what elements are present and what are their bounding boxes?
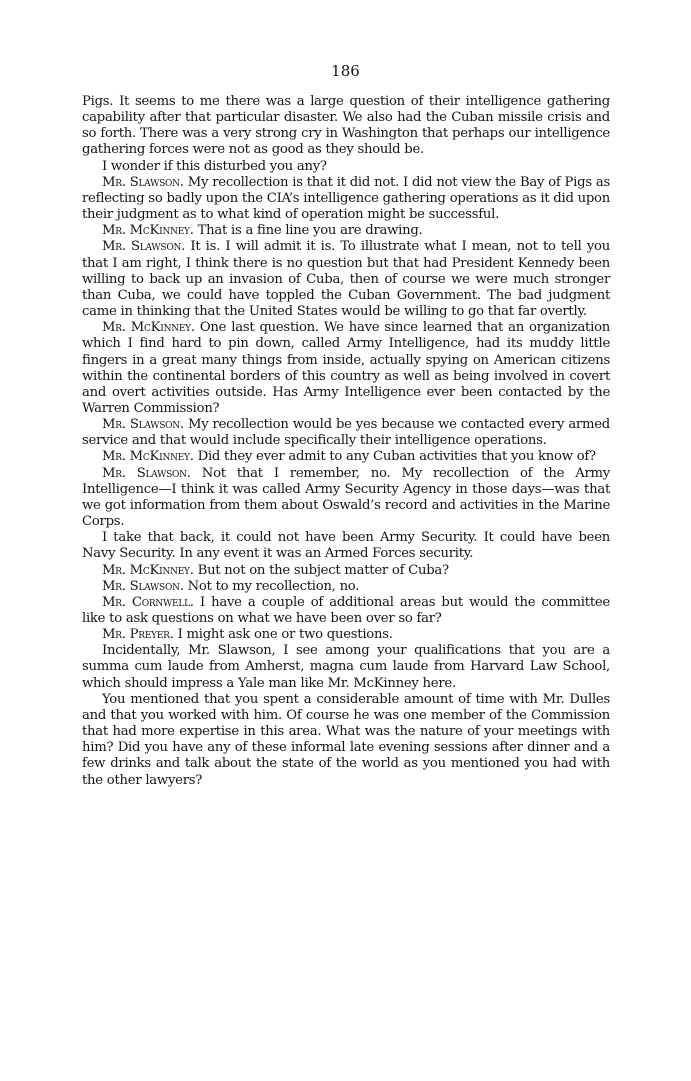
paragraph: [82, 563, 610, 579]
speaker: Mr. Slawson.: [102, 174, 184, 190]
paragraph: [82, 466, 610, 531]
paragraph: [82, 627, 610, 643]
speaker: Mr. McKinney.: [102, 320, 195, 336]
paragraph: [82, 692, 610, 789]
speaker: Mr. McKinney.: [102, 562, 194, 578]
paragraph-text: I have a couple of additional areas but would the committee like to ask questions on what we have been over so far?: [82, 594, 610, 626]
paragraph-text: That is a fine line you are drawing.: [197, 223, 423, 239]
paragraph-text: Not that I remember, no. My recollection of the Army Intelligence—I think it was called Army Security Agency in those days—was that we got information from them about Oswald’s record and activities in the Marine Corps.: [82, 465, 610, 530]
paragraph-text: Pigs. It seems to me there was a large question of their intelligence gathering capability after that particular disaster. We also had the Cuban missile crisis and so forth. There was a very strong cry in Washington that perhaps our intelligence gathering forces were not as good as they should be.: [82, 94, 610, 158]
paragraph: [82, 239, 610, 320]
paragraph: [82, 223, 610, 239]
paragraph: [82, 449, 610, 465]
paragraph-text: Did they ever admit to any Cuban activities that you know of?: [197, 449, 596, 465]
speaker: Mr. Slawson.: [102, 578, 184, 594]
paragraph-text: You mentioned that you spent a considerable amount of time with Mr. Dulles and that you worked with him. Of course he was one member of the Commission that had more expertise in this area. What was the nature of your meetings with him? Did you have any of these informal late evening sessions after dinner and a few drinks and talk about the state of the world as you mentioned you had with the other lawyers?: [82, 691, 610, 788]
speaker: Mr. Slawson.: [102, 239, 186, 255]
speaker: Mr. Slawson.: [102, 417, 184, 433]
paragraph-text: I take that back, it could not have been Army Security. It could have been Navy Security. In any event it was an Armed Forces security.: [82, 530, 610, 562]
speaker: Mr. Preyer.: [102, 627, 174, 643]
paragraph-text: It is. I will admit it is. To illustrate what I mean, not to tell you that I am right, I think there is no question but that had President Kennedy been willing to back up an invasion of Cuba, then of course we were much stronger than Cuba, we could have toppled the Cuban Government. The bad judgment came in thinking that the United States would be willing to go that far overtly.: [82, 239, 610, 320]
speaker: Mr. McKinney.: [102, 223, 194, 239]
paragraph-text: Incidentally, Mr. Slawson, I see among your qualifications that you are a summa cum laude from Amherst, magna cum laude from Harvard Law School, which should impress a Yale man like Mr. McKinney here.: [82, 643, 610, 691]
paragraph: [82, 94, 610, 159]
paragraph: [82, 579, 610, 595]
paragraph-text: My recollection would be yes because we contacted every armed service and that would include specifically their intelligence operations.: [82, 417, 610, 449]
paragraph-text: But not on the subject matter of Cuba?: [197, 562, 449, 578]
speaker: Mr. Cornwell.: [102, 594, 194, 610]
page-number: 186: [331, 62, 360, 80]
paragraph: [82, 643, 610, 691]
paragraph: [82, 175, 610, 223]
paragraph: [82, 159, 610, 175]
paragraph: [82, 595, 610, 627]
paragraph-text: Not to my recollection, no.: [187, 578, 360, 594]
paragraph-text: One last question. We have since learned that an organization which I find hard to pin down, called Army Intelligence, had its muddy little fingers in a great many things from inside, actually spying on American citizens within the continental borders of this country as well as being involved in covert and overt activities outside. Has Army Intelligence ever been contacted by the Warren Commission?: [82, 320, 611, 416]
speaker: Mr. Slawson.: [102, 465, 191, 481]
paragraph-text: My recollection is that it did not. I did not view the Bay of Pigs as reflecting so badly upon the CIA’s intelligence gathering operations as it did upon their judgment as to what kind of operation might be successful.: [82, 174, 610, 223]
paragraph-text: I might ask one or two questions.: [177, 627, 393, 643]
paragraph: [82, 417, 610, 449]
paragraph: [82, 320, 610, 417]
transcript-body: [82, 94, 610, 789]
paragraph-text: I wonder if this disturbed you any?: [102, 158, 327, 174]
speaker: Mr. McKinney.: [102, 449, 194, 465]
paragraph: [82, 530, 610, 562]
